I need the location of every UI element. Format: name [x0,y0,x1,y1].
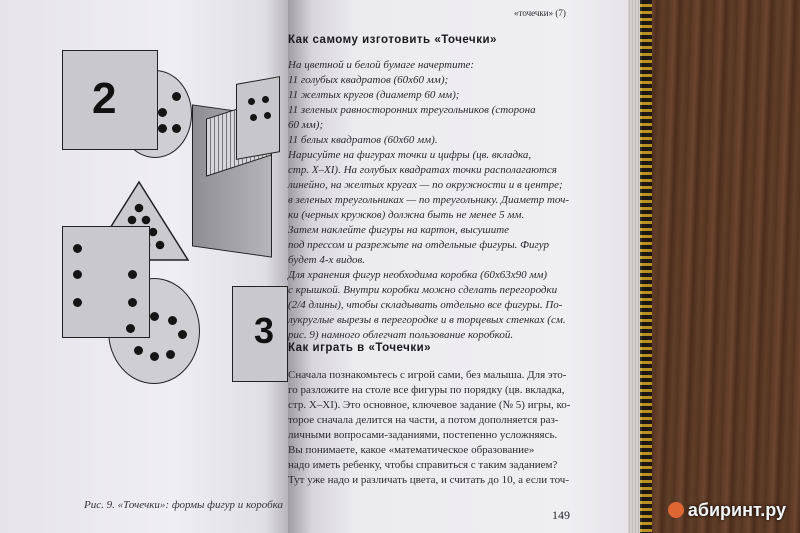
binding-coil [640,0,652,533]
text-line: личными вопросами-заданиями, постепенно усложняясь. [288,429,558,441]
text-line: будет 4-х видов. [288,254,366,266]
text-line: го разложите на столе все фигуры по порядку (цв. вкладка, [288,384,565,396]
dot [150,312,159,321]
text-line: с крышкой. Внутри коробки можно сделать перегородки [288,284,558,296]
dot [128,298,137,307]
text-line: Вы понимаете, какое «математическое образование» [288,444,535,456]
dot [172,92,181,101]
dot [128,270,137,279]
dot [150,352,159,361]
text-line: стр. X–XI). На голубых квадратах точки располагаются [288,164,557,176]
dot [73,244,82,253]
text-line: Для хранения фигур необходима коробка (60х63х90 мм) [288,269,548,281]
text-line: Сначала познакомьтесь с игрой сами, без малыша. Для это- [288,369,567,381]
number-three: 3 [254,310,275,351]
text-line: 60 мм); [288,119,324,131]
text-line: в зеленых треугольниках — по треугольнику. Диаметр точ- [288,194,570,206]
text-line: На цветной и белой бумаге начертите: [288,59,475,71]
dot [158,124,167,133]
page-number: 149 [552,508,570,522]
text-line: Тут уже надо и различать цвета, и считать до 10, а если точ- [288,474,569,486]
number-two: 2 [92,74,117,123]
figure-caption: Рис. 9. «Точечки»: формы фигур и коробка [84,499,283,511]
text-line: 11 зеленых равносторонних треугольников (сторона [288,104,536,116]
dot [73,270,82,279]
text-line: под прессом и разрежьте на отдельные фигуры. Фигур [288,239,550,251]
watermark-text: абиринт.ру [687,500,786,520]
section-heading: Как играть в «Точечки» [288,342,432,354]
dot [178,330,187,339]
right-page [288,0,634,533]
dot [134,346,143,355]
text-line: лукруглые вырезы в перегородке и в торцевых стенках (см. [288,314,566,326]
box-lid-card [236,76,280,160]
dot [264,112,271,119]
dot [262,96,269,103]
text-line: (2/4 длины), чтобы складывать отдельно все фигуры. По- [288,299,563,311]
text-line: 11 белых квадратов (60х60 мм). [288,134,438,146]
dot [250,114,257,121]
watermark [668,500,786,521]
text-line: торое сначала делится на части, а потом дополняется раз- [288,414,559,426]
dot [248,98,255,105]
text-line: Затем наклейте фигуры на картон, высушите [288,224,510,236]
text-line: 11 желтых кругов (диаметр 60 мм); [288,89,460,101]
text-line: ки (черных кружков) должна быть не менее 5 мм. [288,209,525,221]
dot [168,316,177,325]
dot-square-card [62,226,150,338]
dot [172,124,181,133]
text-line: надо иметь ребенку, чтобы справиться с таким заданием? [288,459,558,471]
figure-illustration [0,0,288,520]
left-page [0,0,288,533]
dot [158,108,167,117]
running-head: «точечки» (7) [514,8,566,18]
text-line: 11 голубых квадратов (60х60 мм); [288,74,449,86]
text-line: стр. X–XI). Это основное, ключевое задание (№ 5) игры, ко- [288,399,571,411]
text-line: рис. 9) намного облегчат пользование коробкой. [288,329,514,341]
text-line: линейно, на желтых кругах — по окружности и в центре; [288,179,563,191]
text-line: Нарисуйте на фигурах точки и цифры (цв. вкладка, [288,149,532,161]
dot [126,324,135,333]
dot [166,350,175,359]
section-heading: Как самому изготовить «Точечки» [288,34,497,46]
labyrinth-logo-icon [668,502,684,518]
dot [73,298,82,307]
